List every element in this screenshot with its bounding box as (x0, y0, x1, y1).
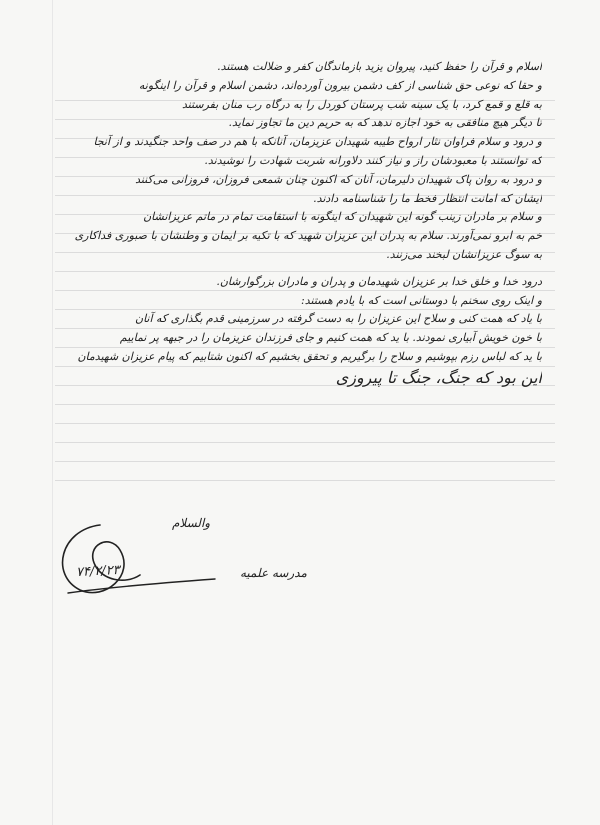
letter-line: به سوگ عزیزانشان لبخند می‌زنند. (386, 247, 542, 261)
letter-line: با ید که لباس رزم بپوشیم و سلاح را برگیریم و تحقق بخشیم که اکنون شتابیم که پیام عزیزان شهیدمان (77, 349, 542, 363)
letter-line: و حقا که نوعی حق شناسی از کف دشمن بیرون آورده‌اند، دشمن اسلام و قرآن را اینگونه (138, 78, 542, 92)
ruled-line (55, 423, 555, 424)
signature-scribble (40, 505, 240, 615)
ruled-line (55, 480, 555, 481)
margin-rule (52, 0, 53, 825)
letter-body (62, 58, 542, 389)
letter-line: و درود به روان پاک شهیدان دلیرمان، آنان که اکنون چنان شمعی فروزان، فروزانی می‌کنند (135, 172, 542, 186)
date-stamp: ۷۴/۲/۲۳ (75, 562, 121, 581)
letter-line: با خون خویش آبیاری نمودند. با ید که همت کنیم و جای فرزندان عزیزمان را در جبهه پر نماییم (119, 331, 542, 345)
letter-line-slogan: این بود که جنگ، جنگ تا پیروزی (335, 367, 542, 387)
letter-line: و سلام بر مادران زینب گونه این شهیدان که اینگونه با استقامت تمام در ماتم عزیزانشان (143, 210, 542, 224)
letter-line: خم به ابرو نمی‌آورند. سلام به پدران این عزیزان شهید که با تکیه بر ایمان و وطنشان با صبوری فداکاری (74, 229, 542, 243)
letter-line: اسلام و قرآن را حفظ کنید، پیروان یزید بازماندگان کفر و ضلالت هستند. (217, 60, 542, 73)
letter-line: با یاد که همت کنی و سلاح این عزیزان را به دست گرفته در سرزمینی قدم بگذاری که آنان (134, 312, 542, 326)
ruled-line (55, 404, 555, 405)
letter-line: و درود و سلام فراوان نثار ارواح طیبه شهیدان عزیزمان، آنانکه با هم در صف واحد جنگیدند و از آنجا (93, 135, 542, 149)
letter-line: به قلع و قمع کرد، با یک سینه شب پرستان کوردل را به درگاه رب منان بفرستند (181, 97, 542, 111)
school-name: مدرسه علمیه (240, 566, 307, 580)
ruled-line (55, 461, 555, 462)
letter-line: ایشان که امانت انتظار فخط ما را شناسنامه دادند. (313, 191, 542, 205)
letter-line: و اینک روی سخنم با دوستانی است که با یادم هستند: (301, 293, 542, 307)
letter-line: که توانستند با معبودشان راز و نیاز کنند دلاورانه شربت شهادت را نوشیدند. (204, 153, 542, 167)
closing-salutation: والسلام (172, 516, 211, 530)
ruled-line (55, 442, 555, 443)
letter-line: درود خدا و خلق خدا بر عزیزان شهیدمان و پدران و مادران بزرگوارشان. (216, 274, 542, 288)
letter-line: تا دیگر هیچ منافقی به خود اجازه ندهد که به حریم دین ما تجاوز نماید. (228, 116, 542, 130)
